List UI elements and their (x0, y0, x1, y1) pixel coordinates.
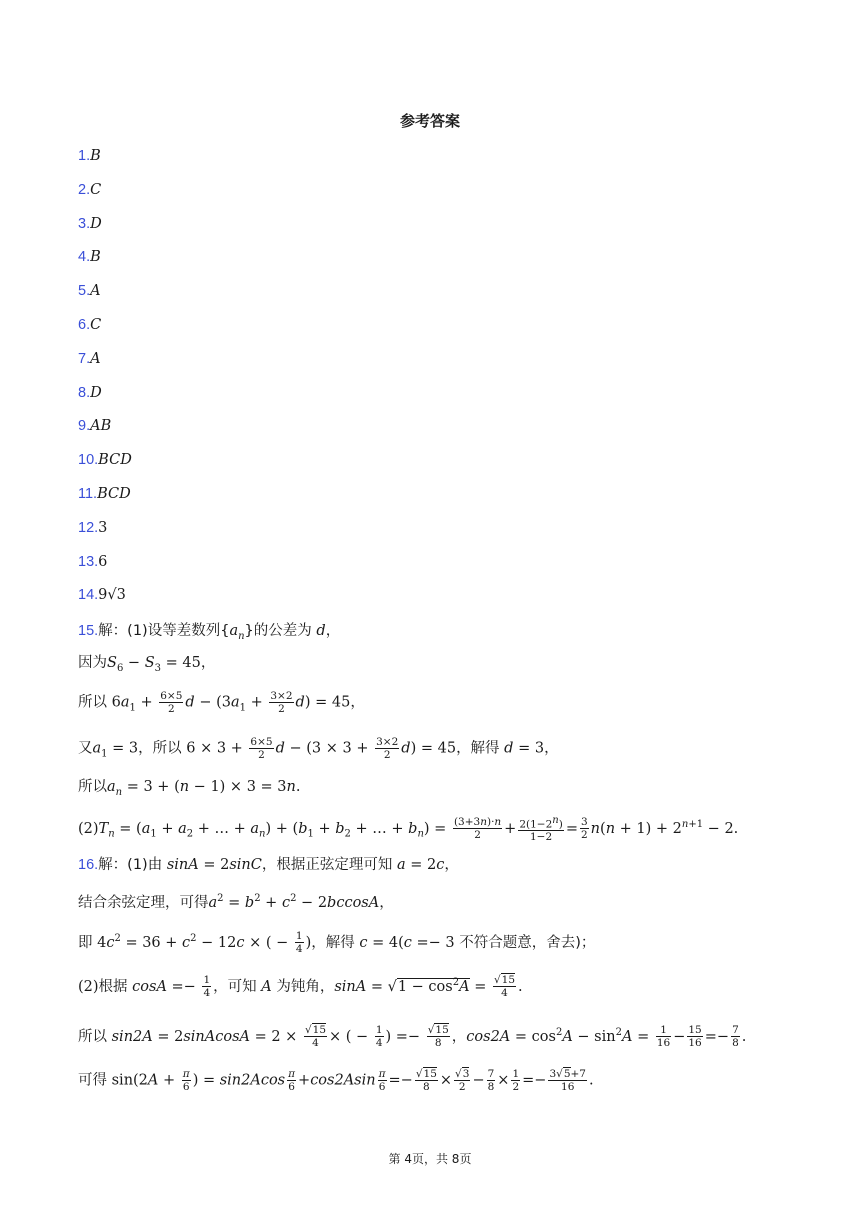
q16-line-6: 可得 sin(2A + $\frac{\pi}{6}$ ) = sin2Acos $\frac{\pi}{6}$ +cos2Asin $\frac{\pi}{6}$ =− $\frac{√15}{8}$ × $\frac{√3}{2}$ − $\frac{7}{8}$ × $\frac{1}{2}$ =− $\frac{3√5+7}{16}$ . (78, 1068, 594, 1093)
q15-line-6: $(2)T_n = (a_1 + a_2$ + … + $a_n) + (b_1 + b_2$ + … + $b_n$) = $\frac{(3+3n)\cdot n}{2}$ + $\frac{2(1-2^n)}{1-2}$ = $\frac{3}{2}$ $n(n + 1) + 2^{n+1} - 2$. (78, 814, 739, 844)
answer-number: 3. (78, 215, 91, 232)
answer-value: BCD (98, 452, 132, 469)
q15-line-4: 又$a_1 = 3$，所以 6 × 3 + $\frac{6\times 5}{2}$ d − (3 × 3 + $\frac{3\times 2}{2}$ d) = 45，解得 d = 3， (78, 736, 559, 761)
answer-row (78, 584, 126, 606)
answer-number: 10. (78, 452, 99, 469)
q16-line-2: 结合余弦定理，可得$a^2 = b^2 + c^2 - 2bccosA$， (78, 893, 394, 911)
q15-line-5: 所以$a_n = 3 + (n - 1) \times 3 = 3n$. (78, 779, 301, 798)
answer-row (78, 382, 102, 404)
answer-value: C (90, 181, 102, 198)
answer-value: C (90, 317, 102, 333)
answer-number: 11. (78, 486, 98, 502)
answer-value: D (90, 384, 102, 401)
answer-number: 12. (78, 519, 99, 536)
answer-row (78, 314, 101, 336)
answer-row (78, 179, 101, 201)
q16-line-5: 所以 sin2A = 2sinAcosA = 2 × $\frac{√15}{4}$ × ( − $\frac{1}{4}$ ) =− $\frac{√15}{8}$ ，$\cos 2A = \cos^2A - \sin^2A$ = $\frac{1}{16}$ − $\frac{15}{16}$ =− $\frac{7}{8}$ . (78, 1024, 747, 1050)
answer-value: D (90, 215, 102, 232)
answer-row (78, 551, 107, 573)
answer-value: 9√3 (98, 587, 126, 604)
answer-value: 3 (98, 519, 108, 536)
q15-line-3: 所以 $6a_1$ + $\frac{6\times 5}{2}$ $d - (3a_1$ + $\frac{3\times 2}{2}$ d) = 45， (78, 690, 365, 715)
answer-row (78, 415, 111, 437)
answer-number: 13. (78, 553, 99, 570)
answer-value: B (90, 249, 101, 266)
q16-line-3: 即 $4c^2 = 36 + c^2 - 12c$ × ( − $\frac{1}{4}$ )，解得 c = 4(c =− 3 不符合题意，舍去)； (78, 930, 596, 956)
answer-row (78, 213, 102, 235)
answer-row (78, 145, 101, 167)
page-footer: 第 4页，共 8页 (388, 1152, 472, 1166)
q15-line-1: 15.解：(1)设等差数列$\{a_n\}$的公差为 d， (78, 623, 341, 642)
answer-number: 2. (78, 181, 91, 198)
answer-value: A (90, 350, 101, 367)
q15-number: 15. (78, 623, 99, 639)
answer-row (78, 348, 101, 370)
q16-line-1: 16.解：(1)由 sinA = 2sinC，根据正弦定理可知 a = 2c， (78, 857, 459, 873)
answer-value: B (90, 148, 101, 164)
answer-row (78, 246, 101, 268)
answer-row (78, 449, 132, 471)
answer-value: A (90, 283, 101, 300)
answer-number: 1. (78, 148, 91, 164)
answer-value: 6 (98, 553, 108, 570)
answer-row (78, 280, 101, 302)
answer-number: 9. (78, 418, 91, 435)
answer-number: 4. (78, 249, 91, 266)
answer-number: 6. (78, 317, 91, 333)
q16-line-4: (2)根据 cosA =− $\frac{1}{4}$ ，可知 A 为钝角，$\sin A = √1 - \cos^2A$ = $\frac{√15}{4}$ . (78, 974, 523, 1000)
answer-number: 7. (78, 350, 91, 367)
answer-value: AB (90, 418, 112, 435)
answer-number: 8. (78, 384, 91, 401)
answer-number: 14. (78, 587, 99, 604)
answer-value: BCD (97, 486, 131, 502)
answer-row (78, 517, 107, 539)
q16-number: 16. (78, 857, 99, 873)
page-title: 参考答案 (399, 112, 460, 130)
answer-number: 5. (78, 283, 91, 300)
q15-line-2: 因为$S_6 - S_3 = 45$， (78, 655, 216, 674)
answer-row (78, 483, 131, 505)
